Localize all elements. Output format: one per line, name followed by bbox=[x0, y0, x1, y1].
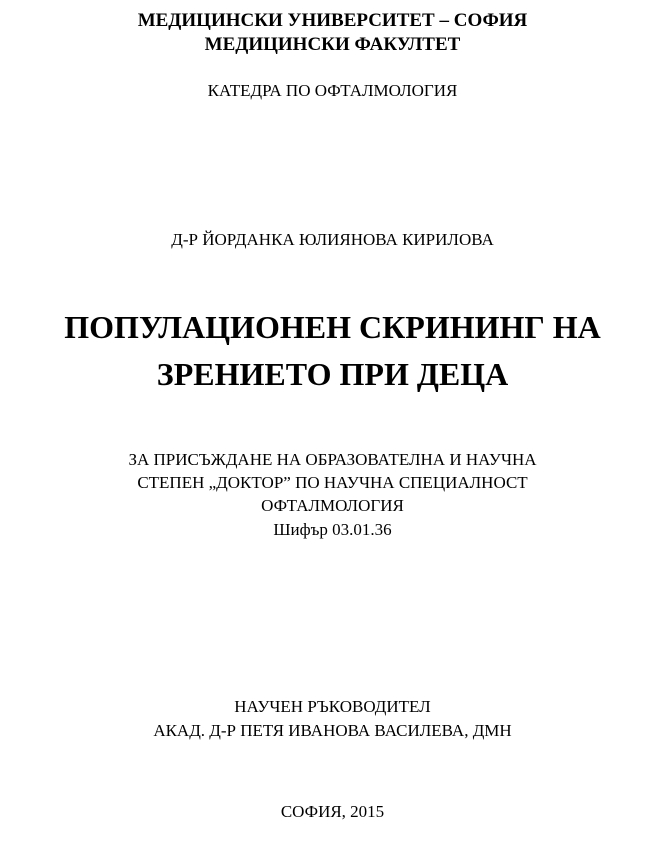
faculty-name: МЕДИЦИНСКИ ФАКУЛТЕТ bbox=[204, 34, 461, 55]
university-name: МЕДИЦИНСКИ УНИВЕРСИТЕТ – СОФИЯ bbox=[137, 10, 528, 31]
author-name: Д-Р ЙОРДАНКА ЮЛИЯНОВА КИРИЛОВА bbox=[171, 230, 494, 249]
supervisor-name: АКАД. Д-Р ПЕТЯ ИВАНОВА ВАСИЛЕВА, ДМН bbox=[153, 721, 512, 740]
degree-specialty: ОФТАЛМОЛОГИЯ bbox=[261, 496, 404, 515]
specialty-code: Шифър 03.01.36 bbox=[273, 520, 392, 539]
place-and-year: СОФИЯ, 2015 bbox=[280, 802, 385, 821]
thesis-title-line-2: ЗРЕНИЕТО ПРИ ДЕЦА bbox=[156, 356, 509, 392]
thesis-title-line-1: ПОПУЛАЦИОНЕН СКРИНИНГ НА bbox=[64, 309, 601, 345]
supervisor-label: НАУЧЕН РЪКОВОДИТЕЛ bbox=[234, 697, 431, 716]
degree-line-1: ЗА ПРИСЪЖДАНЕ НА ОБРАЗОВАТЕЛНА И НАУЧНА bbox=[128, 450, 537, 469]
degree-line-2: СТЕПЕН „ДОКТОР” ПО НАУЧНА СПЕЦИАЛНОСТ bbox=[137, 473, 528, 492]
department-name: КАТЕДРА ПО ОФТАЛМОЛОГИЯ bbox=[207, 81, 458, 100]
